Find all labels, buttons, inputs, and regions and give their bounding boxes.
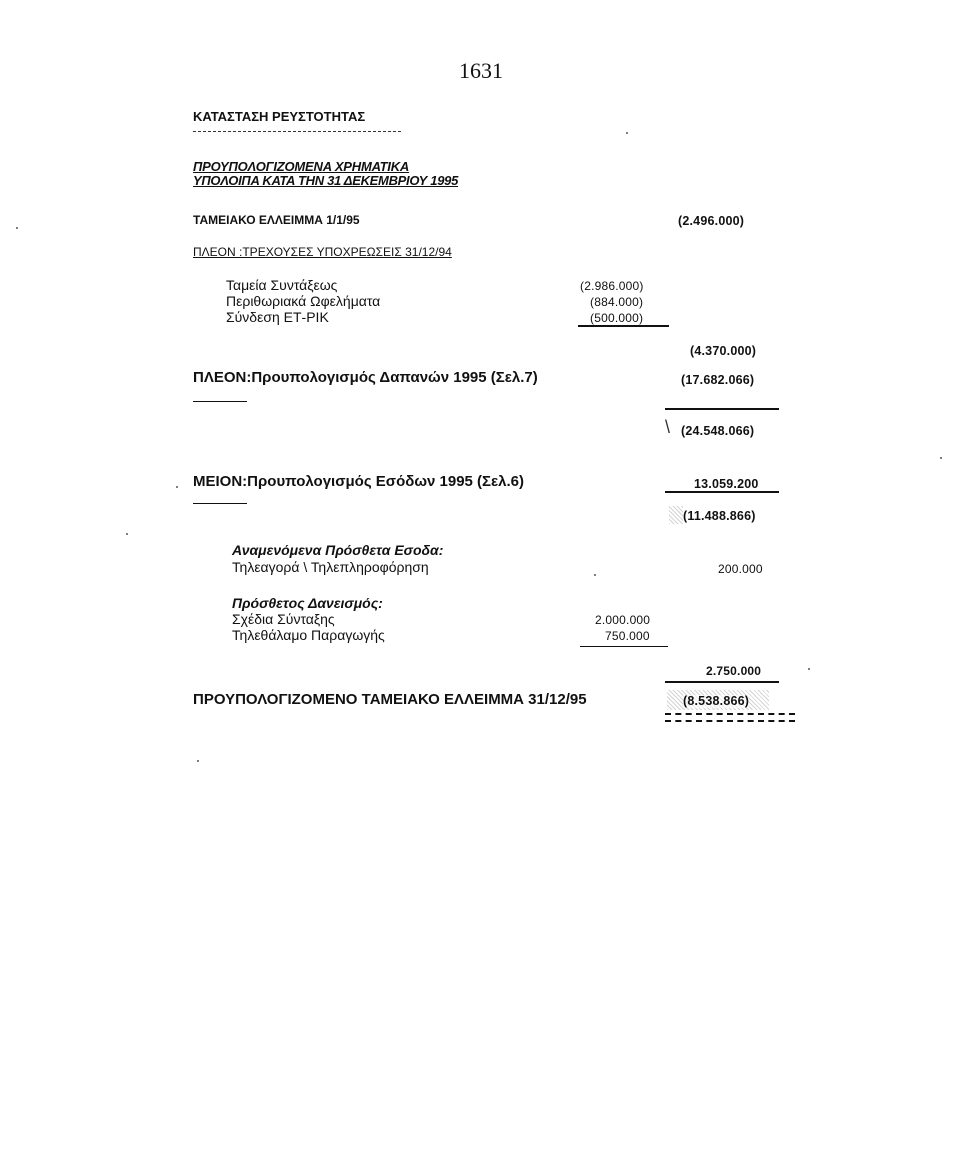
expected-revenue-heading: Αναμενόμενα Πρόσθετα Εσοδα: [232,542,444,558]
subheading-line-2: ΥΠΟΛΟΙΠΑ ΚΑΤΑ ΤΗΝ 31 ΔΕΚΕΜΒΡΙΟΥ 1995 [193,173,459,188]
loan-value-1: 2.000.000 [595,613,651,627]
revenue-budget-label: ΜΕΙΟΝ:Προυπολογισμός Εσόδων 1995 (Σελ.6) [193,473,525,490]
loan-subtotal: 2.750.000 [706,664,762,678]
revenue-budget-value: 13.059.200 [694,477,759,491]
obligation-label-3: Σύνδεση ΕΤ-ΡΙΚ [226,309,329,325]
obligation-value-2: (884.000) [590,295,644,309]
loan-sum-rule [580,646,668,647]
running-total-1: (24.548.066) [681,424,755,438]
obligation-label-1: Ταμεία Συντάξεως [226,277,338,293]
document-title: ΚΑΤΑΣΤΑΣΗ ΡΕΥΣΤΟΤΗΤΑΣ [193,109,366,124]
closing-double-underline [665,713,795,722]
expected-revenue-value: 200.000 [718,562,763,576]
subheading-line-1: ΠΡΟΥΠΟΛΟΓΙΖΟΜΕΝΑ ΧΡΗΜΑΤΙΚΑ [193,159,410,174]
scan-speck [16,227,18,229]
obligations-sum-rule [578,325,669,327]
scan-speck [626,132,628,134]
scan-speck [176,486,178,488]
loan-value-2: 750.000 [605,629,650,643]
obligation-value-3: (500.000) [590,311,644,325]
expenditure-label-underline [193,401,247,402]
expenditure-budget-label: ΠΛΕΟΝ:Προυπολογισμός Δαπανών 1995 (Σελ.7) [193,369,538,386]
obligations-subtotal: (4.370.000) [690,344,757,358]
backslash-mark: \ [665,417,671,437]
scan-shading [669,506,683,524]
current-obligations-label: ΠΛΕΟΝ :ΤΡΕΧΟΥΣΕΣ ΥΠΟΧΡΕΩΣΕΙΣ 31/12/94 [193,245,452,259]
running-total-2: (11.488.866) [683,509,756,523]
expenditure-sum-rule [665,408,779,410]
scan-speck [940,457,942,459]
loan-subtotal-rule [665,681,779,683]
additional-loan-heading: Πρόσθετος Δανεισμός: [232,595,383,611]
title-underline [193,131,401,132]
scan-speck [197,760,199,762]
obligation-label-2: Περιθωριακά Ωφελήματα [226,293,381,309]
closing-deficit-value: (8.538.866) [683,694,750,708]
loan-label-2: Τηλεθάλαμο Παραγωγής [232,627,385,643]
scan-speck [808,668,810,670]
loan-label-1: Σχέδια Σύνταξης [232,611,335,627]
obligation-value-1: (2.986.000) [580,279,644,293]
opening-deficit-label: ΤΑΜΕΙΑΚΟ ΕΛΛΕΙΜΜΑ 1/1/95 [193,213,360,227]
revenue-label-underline [193,503,247,504]
opening-deficit-value: (2.496.000) [678,214,745,228]
expenditure-budget-value: (17.682.066) [681,373,755,387]
scan-speck [126,533,128,535]
closing-deficit-label: ΠΡΟΥΠΟΛΟΓΙΖΟΜΕΝΟ ΤΑΜΕΙΑΚΟ ΕΛΛΕΙΜΜΑ 31/12/95 [193,691,587,708]
page-number: 1631 [459,58,503,83]
scan-speck [594,574,596,576]
expected-revenue-label: Τηλεαγορά \ Τηλεπληροφόρηση [232,559,429,575]
revenue-sum-rule [665,491,779,493]
